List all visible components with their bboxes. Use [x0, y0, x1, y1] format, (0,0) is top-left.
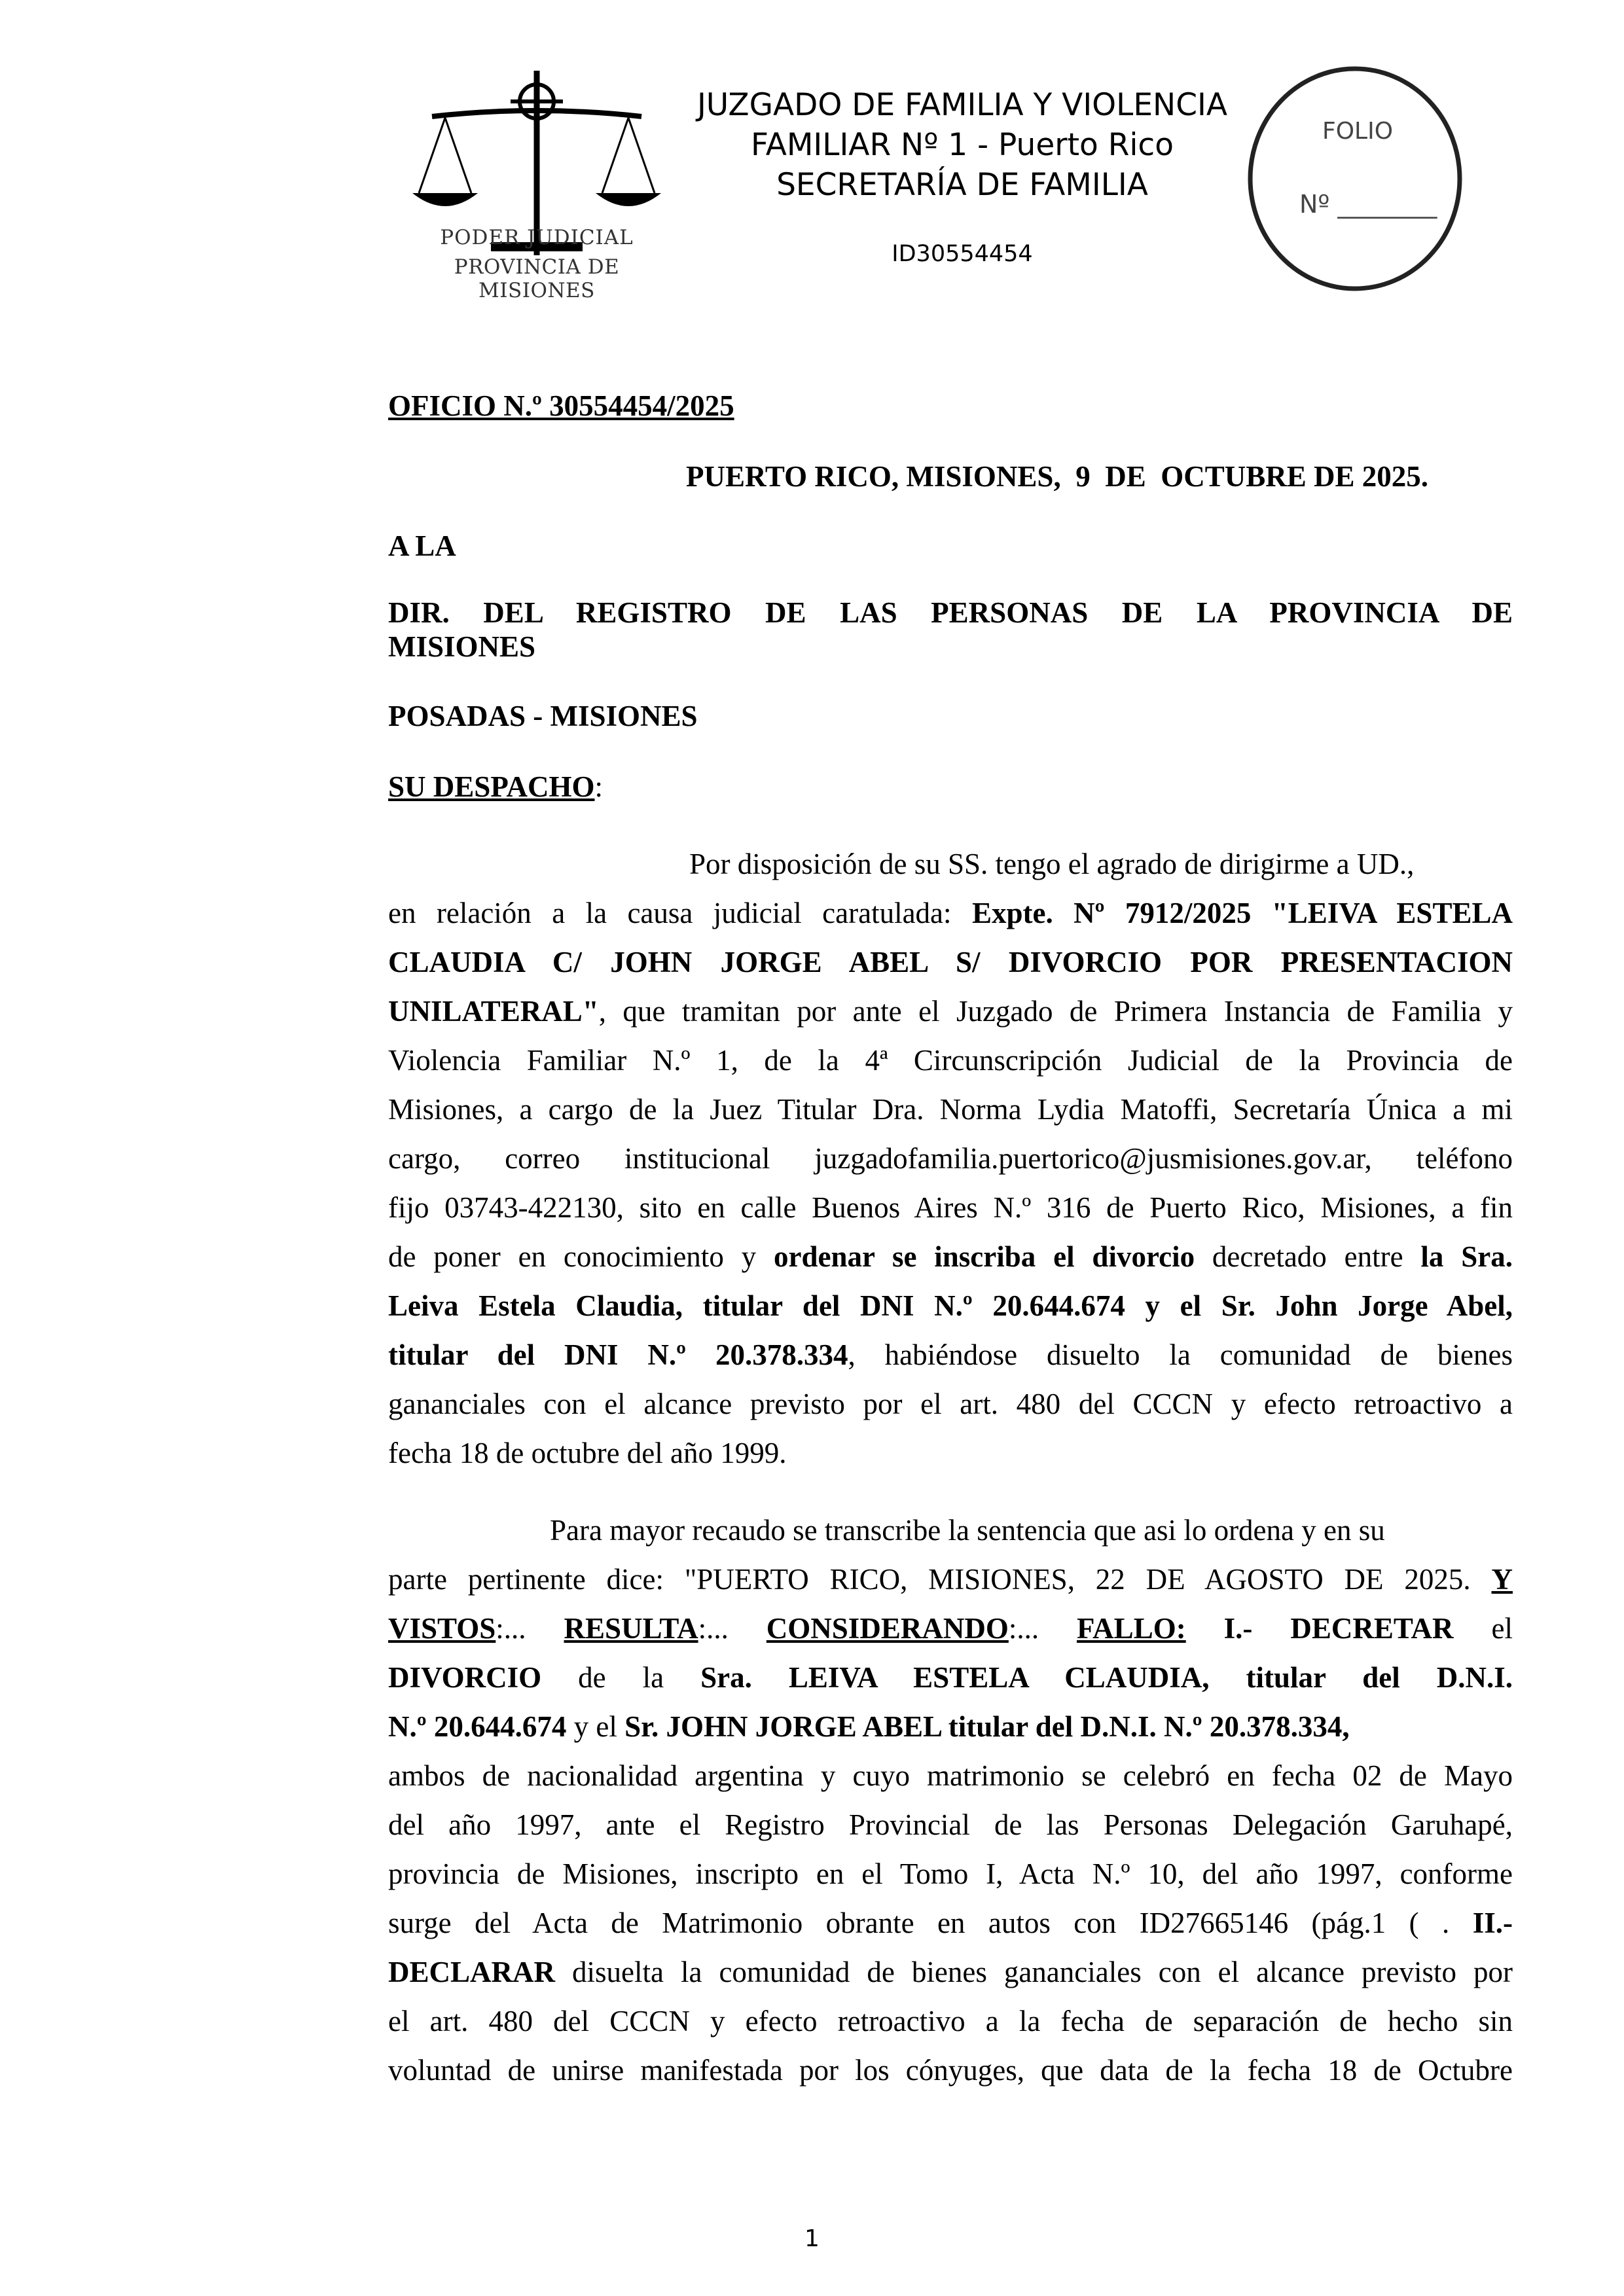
p2-fallo: FALLO:: [1077, 1612, 1186, 1645]
p2-divorcio: DIVORCIO: [388, 1661, 542, 1694]
p2-line10-text: disuelta la comunidad de bienes gananciales con el alcance previsto por: [555, 1956, 1513, 1988]
p2-y-el: y el: [566, 1710, 625, 1743]
p2-line10: [388, 1955, 1513, 1989]
judicial-scales-logo-icon: [406, 39, 681, 288]
p1-line9-text-b: decretado entre: [1195, 1240, 1421, 1273]
p1-order-inscribe: ordenar se inscriba el divorcio: [773, 1240, 1195, 1273]
court-line3: SECRETARÍA DE FAMILIA: [776, 167, 1148, 203]
p2-sr-john: Sr. JOHN JORGE ABEL titular del D.N.I. N.º 20.378.334,: [624, 1710, 1350, 1743]
p1-line10: Leiva Estela Claudia, titular del DNI N.º 20.644.674 y el Sr. John Jorge Abel,: [388, 1289, 1513, 1322]
p1-dni-john: titular del DNI N.º 20.378.334: [388, 1338, 848, 1371]
p1-line9-sra: la Sra.: [1420, 1240, 1513, 1273]
p1-case-ref: Expte. Nº 7912/2025 "LEIVA ESTELA: [971, 897, 1513, 929]
place-date: PUERTO RICO, MISIONES, 9 DE OCTUBRE DE 2025.: [686, 460, 1429, 493]
p2-de-la: de la: [541, 1661, 701, 1694]
logo-caption-line2: PROVINCIA DE MISIONES: [454, 255, 620, 302]
p1-unilateral: UNILATERAL": [388, 995, 599, 1028]
p2-resulta: RESULTA: [564, 1612, 698, 1645]
p2-line3: [388, 1611, 1513, 1645]
p1-line12: gananciales con el alcance previsto por el art. 480 del CCCN y efecto retroactivo a: [388, 1388, 1513, 1420]
p1-line13: fecha 18 de octubre del año 1999.: [388, 1437, 787, 1469]
p2-dni-leiva: N.º 20.644.674: [388, 1710, 567, 1743]
p2-considerando: CONSIDERANDO: [766, 1612, 1009, 1645]
p2-line2-text: parte pertinente dice: "PUERTO RICO, MISIONES, 22 DE AGOSTO DE 2025.: [388, 1563, 1492, 1596]
p2-line12: voluntad de unirse manifestada por los cónyuges, que data de la fecha 18 de Octubre: [388, 2054, 1513, 2087]
p2-line9-text: surge del Acta de Matrimonio obrante en autos con ID27665146 (pág.1: [388, 1907, 1409, 1939]
su-despacho-colon: :: [594, 770, 603, 803]
recipient-city: POSADAS - MISIONES: [388, 700, 698, 732]
p1-line4: [388, 994, 1513, 1028]
p2-line8: provincia de Misiones, inscripto en el Tomo I, Acta N.º 10, del año 1997, conforme: [388, 1857, 1513, 1890]
court-line2: FAMILIAR Nº 1 - Puerto Rico: [750, 127, 1174, 163]
p2-line1: Para mayor recaudo se transcribe la sentencia que asi lo ordena y en su: [550, 1514, 1385, 1547]
p1-line11: [388, 1338, 1513, 1372]
p2-line9: [388, 1906, 1513, 1940]
p2-decretar: I.- DECRETAR: [1185, 1612, 1454, 1645]
logo-caption-line1: PODER JUDICIAL: [440, 226, 634, 249]
stamp-folio-label: FOLIO: [1322, 118, 1394, 145]
p1-line9: [388, 1240, 1513, 1274]
court-heading: [655, 85, 1270, 205]
p1-line4-text: , que tramitan por ante el Juzgado de Primera Instancia de Familia y: [598, 995, 1513, 1028]
p2-el: el: [1453, 1612, 1513, 1645]
stamp-number-label: Nº ________: [1299, 190, 1437, 219]
p1-line5: Violencia Familiar N.º 1, de la 4ª Circunscripción Judicial de la Provincia de: [388, 1044, 1513, 1077]
recipient-a-la: A LA: [388, 529, 456, 562]
p2-sra-leiva: Sra. LEIVA ESTELA CLAUDIA, titular del D.N.I.: [700, 1661, 1513, 1694]
oficio-number: OFICIO N.º 30554454/2025: [388, 389, 734, 422]
court-line1: JUZGADO DE FAMILIA Y VIOLENCIA: [696, 87, 1228, 123]
su-despacho-label: SU DESPACHO: [388, 770, 595, 803]
p2-line7: del año 1997, ante el Registro Provincial de las Personas Delegación Garuhapé,: [388, 1808, 1513, 1841]
p1-line7: cargo, correo institucional juzgadofamilia.puertorico@jusmisiones.gov.ar, teléfono: [388, 1142, 1513, 1175]
p2-sep3: :...: [1008, 1612, 1077, 1645]
p1-line8: fijo 03743-422130, sito en calle Buenos Aires N.º 316 de Puerto Rico, Misiones, a fin: [388, 1191, 1513, 1224]
p2-sep2: :...: [698, 1612, 767, 1645]
p1-line2-text: en relación a la causa judicial caratulada:: [388, 897, 972, 929]
p2-ii: II.-: [1472, 1907, 1513, 1939]
page-number: 1: [804, 2225, 820, 2252]
p1-line11-text: , habiéndose disuelto la comunidad de bienes: [848, 1338, 1513, 1371]
p2-declarar: DECLARAR: [388, 1956, 556, 1988]
recipient-line1: DIR. DEL REGISTRO DE LAS PERSONAS DE LA PROVINCIA DE: [388, 596, 1513, 629]
p2-line5: [388, 1710, 1350, 1744]
recipient-line2: MISIONES: [388, 630, 536, 663]
p2-line11: el art. 480 del CCCN y efecto retroactivo a la fecha de separación de hecho sin: [388, 2005, 1513, 2037]
p1-line1: Por disposición de su SS. tengo el agrado de dirigirme a UD.,: [689, 848, 1415, 880]
su-despacho: [388, 770, 603, 804]
p2-y: Y: [1491, 1563, 1513, 1596]
p1-line9-text-a: de poner en conocimiento y: [388, 1240, 774, 1273]
p2-line6: ambos de nacionalidad argentina y cuyo matrimonio se celebró en fecha 02 de Mayo: [388, 1759, 1513, 1792]
p1-line6: Misiones, a cargo de la Juez Titular Dra. Norma Lydia Matoffi, Secretaría Única a mi: [388, 1093, 1513, 1126]
p1-line2: [388, 896, 1513, 930]
p2-line9-glyph: ( .: [1409, 1907, 1473, 1939]
document-id: ID30554454: [892, 241, 1033, 267]
p2-vistos: VISTOS: [388, 1612, 496, 1645]
folio-stamp-icon: [1244, 62, 1466, 298]
p2-line4: [388, 1660, 1513, 1695]
p2-sep1: :...: [496, 1612, 564, 1645]
p1-line3: CLAUDIA C/ JOHN JORGE ABEL S/ DIVORCIO POR PRESENTACION: [388, 946, 1513, 978]
p2-line2: [388, 1562, 1513, 1596]
